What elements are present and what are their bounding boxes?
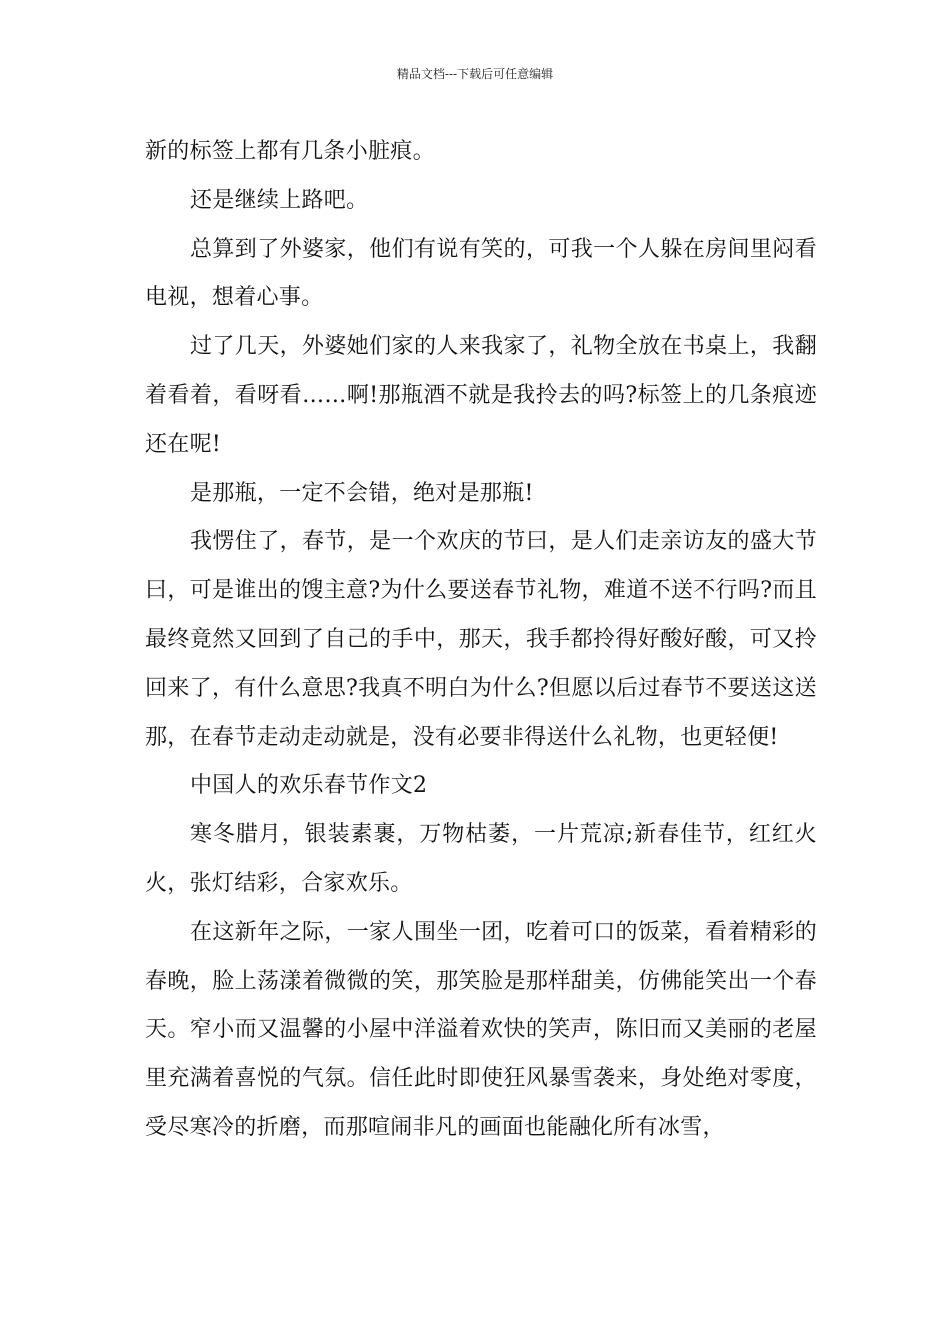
paragraph-3: 总算到了外婆家，他们有说有笑的，可我一个人躲在房间里闷看电视，想着心事。 — [145, 236, 817, 311]
paragraph-7: 寒冬腊月，银装素裹，万物枯萎，一片荒凉;新春佳节，红红火火，张灯结彩，合家欢乐。 — [145, 822, 817, 896]
paragraph-4: 过了几天，外婆她们家的人来我家了，礼物全放在书桌上，我翻着看着，看呀看……啊!那瓶酒不就是我拎去的吗?标签上的几条痕迹还在呢! — [145, 334, 817, 457]
document-body — [145, 128, 817, 1153]
paragraph-1: 新的标签上都有几条小脏痕。 — [145, 139, 435, 164]
paragraph-8: 在这新年之际，一家人围坐一团，吃着可口的饭菜，看着精彩的春晚，脸上荡漾着微微的笑，那笑脸是那样甜美，仿佛能笑出一个春天。窄小而又温馨的小屋中洋溢着欢快的笑声，陈旧而又美丽的老屋里充满着喜悦的气氛。信任此时即使狂风暴雪袭来，身处绝对零度，受尽寒冷的折磨，而那喧闹非凡的画面也能融化所有冰雪， — [145, 919, 817, 1140]
paragraph-2: 还是继续上路吧。 — [190, 187, 369, 213]
section-title: 中国人的欢乐春节作文2 — [190, 773, 428, 799]
paragraph-6: 我愣住了，春节，是一个欢庆的节曰，是人们走亲访友的盛大节曰，可是谁出的馊主意?为什么要送春节礼物，难道不送不行吗?而且最终竟然又回到了自己的手中，那天，我手都拎得好酸好酸，可又拎回来了，有什么意思?我真不明白为什么?但愿以后过春节不要送这送那，在春节走动走动就是，没有必要非得送什么礼物，也更轻便! — [145, 529, 817, 750]
page-header: 精品文档---下载后可任意编辑 — [396, 67, 554, 81]
paragraph-5: 是那瓶，一定不会错，绝对是那瓶! — [190, 480, 534, 506]
